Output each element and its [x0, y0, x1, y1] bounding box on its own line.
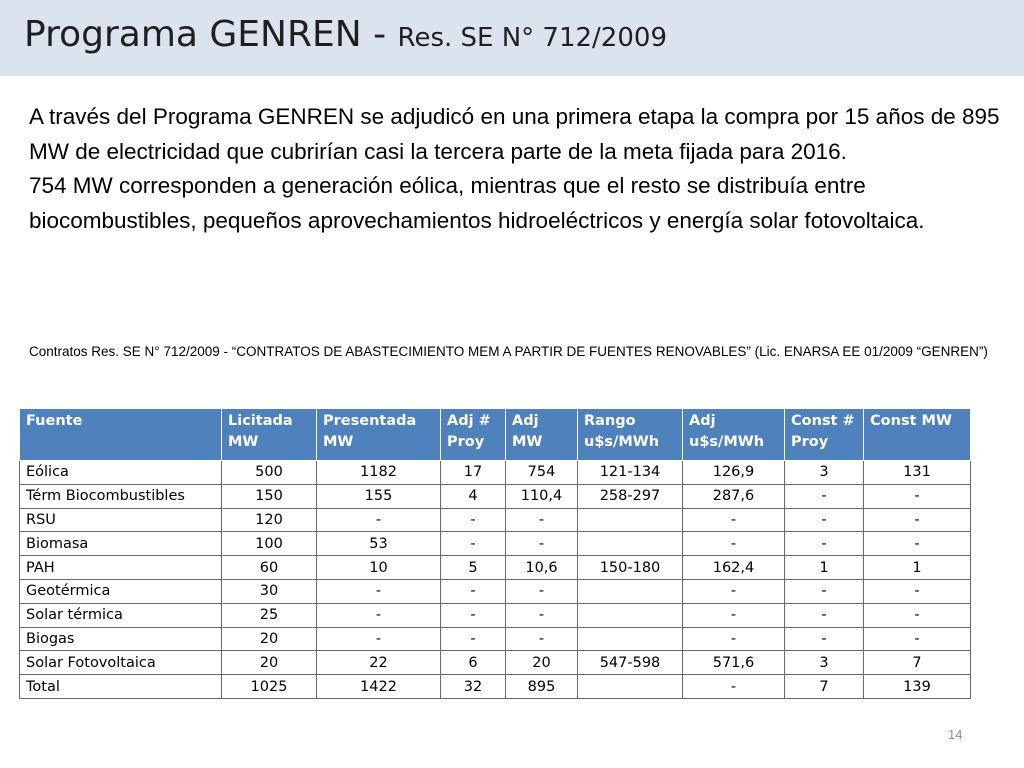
header-adj-usd: Adj u$s/MWh [683, 409, 785, 461]
table-cell: Geotérmica [20, 579, 222, 603]
header-adj-proy: Adj # Proy [441, 409, 506, 461]
table-cell: - [864, 508, 971, 532]
table-cell: - [683, 603, 785, 627]
table-cell: 1 [785, 556, 864, 580]
table-cell: 287,6 [683, 484, 785, 508]
table-cell: 4 [441, 484, 506, 508]
genren-table [19, 408, 971, 699]
table-cell: 162,4 [683, 556, 785, 580]
table-row [20, 484, 971, 508]
table-cell: 30 [222, 579, 317, 603]
table-cell: Solar térmica [20, 603, 222, 627]
title-subtitle: Res. SE N° 712/2009 [397, 23, 667, 53]
table-cell: 7 [864, 651, 971, 675]
table-cell: 500 [222, 461, 317, 485]
table-cell: 1422 [317, 675, 441, 699]
table-cell: 547-598 [578, 651, 683, 675]
table-cell: 1025 [222, 675, 317, 699]
table-row-total [20, 675, 971, 699]
table-row [20, 508, 971, 532]
table-cell [578, 627, 683, 651]
table-row [20, 556, 971, 580]
table-cell: - [785, 627, 864, 651]
table-cell: - [506, 508, 578, 532]
table-cell: - [441, 508, 506, 532]
table-cell: - [317, 627, 441, 651]
table-cell: - [683, 508, 785, 532]
table-cell: - [683, 675, 785, 699]
table-cell: 121-134 [578, 461, 683, 485]
table-cell: - [864, 532, 971, 556]
table-cell: 1 [864, 556, 971, 580]
table-row [20, 627, 971, 651]
table-cell: - [441, 579, 506, 603]
table-cell [578, 675, 683, 699]
table-cell: 20 [222, 627, 317, 651]
table-cell: - [506, 627, 578, 651]
table-cell: 150-180 [578, 556, 683, 580]
table-cell: - [317, 579, 441, 603]
table-cell: 53 [317, 532, 441, 556]
table-cell: RSU [20, 508, 222, 532]
table-row [20, 532, 971, 556]
title-main: Programa GENREN - [24, 14, 398, 55]
header-rango: Rango u$s/MWh [578, 409, 683, 461]
header-fuente: Fuente [20, 409, 222, 461]
table-row [20, 603, 971, 627]
table-cell: 100 [222, 532, 317, 556]
table-cell: - [785, 603, 864, 627]
table-cell: - [317, 508, 441, 532]
table-cell: 754 [506, 461, 578, 485]
table-cell: - [441, 532, 506, 556]
table-cell: - [785, 532, 864, 556]
table-cell: 150 [222, 484, 317, 508]
body-paragraph-1: A través del Programa GENREN se adjudicó en una primera etapa la compra por 15 años de 895 MW de electricidad que cubrirían casi la tercera parte de la meta fijada para 2016. [29, 104, 1000, 164]
table-cell: - [317, 603, 441, 627]
table-cell: 20 [506, 651, 578, 675]
table-header-row [20, 409, 971, 461]
table-cell: - [683, 627, 785, 651]
table-cell: 3 [785, 651, 864, 675]
table-cell [578, 579, 683, 603]
table-cell: - [864, 579, 971, 603]
table-cell: Biogas [20, 627, 222, 651]
header-licitada: Licitada MW [222, 409, 317, 461]
body-text [29, 100, 1009, 238]
table-cell: - [683, 579, 785, 603]
table-cell: - [441, 627, 506, 651]
table-cell: - [441, 603, 506, 627]
table-cell: 3 [785, 461, 864, 485]
table-cell: Térm Biocombustibles [20, 484, 222, 508]
header-const-proy: Const # Proy [785, 409, 864, 461]
table-cell: - [506, 532, 578, 556]
table-cell: 120 [222, 508, 317, 532]
table-cell: 20 [222, 651, 317, 675]
table-cell: - [506, 603, 578, 627]
table-cell: - [785, 579, 864, 603]
table-cell: - [785, 484, 864, 508]
table-cell: 139 [864, 675, 971, 699]
table-cell: PAH [20, 556, 222, 580]
table-cell: 10 [317, 556, 441, 580]
table-cell: Biomasa [20, 532, 222, 556]
table-cell: 131 [864, 461, 971, 485]
table-cell: 258-297 [578, 484, 683, 508]
table-cell: 22 [317, 651, 441, 675]
table-cell: - [864, 603, 971, 627]
page-title [24, 14, 667, 55]
table-cell: - [864, 484, 971, 508]
table-cell: 17 [441, 461, 506, 485]
table-cell: 895 [506, 675, 578, 699]
table-row [20, 461, 971, 485]
contracts-note: Contratos Res. SE N° 712/2009 - “CONTRATOS DE ABASTECIMIENTO MEM A PARTIR DE FUENTES RENOVABLES” (Lic. ENARSA EE 01/2009 “GENREN”) [29, 344, 988, 359]
header-const-mw: Const MW [864, 409, 971, 461]
header-presentada: Presentada MW [317, 409, 441, 461]
table-cell: Eólica [20, 461, 222, 485]
table-row [20, 651, 971, 675]
table-cell: 60 [222, 556, 317, 580]
table-cell: 110,4 [506, 484, 578, 508]
table-cell: 126,9 [683, 461, 785, 485]
header-adj-mw: Adj MW [506, 409, 578, 461]
table-cell: Total [20, 675, 222, 699]
table-cell: 7 [785, 675, 864, 699]
table-cell: 25 [222, 603, 317, 627]
table-cell [578, 532, 683, 556]
table-cell: 155 [317, 484, 441, 508]
table-cell [578, 508, 683, 532]
table-cell: - [683, 532, 785, 556]
table-cell: 571,6 [683, 651, 785, 675]
table-cell: 6 [441, 651, 506, 675]
table-cell [578, 603, 683, 627]
table-cell: - [785, 508, 864, 532]
table-cell: 32 [441, 675, 506, 699]
table-cell: 1182 [317, 461, 441, 485]
body-paragraph-2: 754 MW corresponden a generación eólica, mientras que el resto se distribuía entre biocombustibles, pequeños aprovechamientos hidroeléctricos y energía solar fotovoltaica. [29, 173, 925, 233]
table-cell: - [506, 579, 578, 603]
table-cell: 10,6 [506, 556, 578, 580]
table-row [20, 579, 971, 603]
table-cell: Solar Fotovoltaica [20, 651, 222, 675]
page-number: 14 [948, 727, 963, 742]
table-cell: 5 [441, 556, 506, 580]
table-cell: - [864, 627, 971, 651]
